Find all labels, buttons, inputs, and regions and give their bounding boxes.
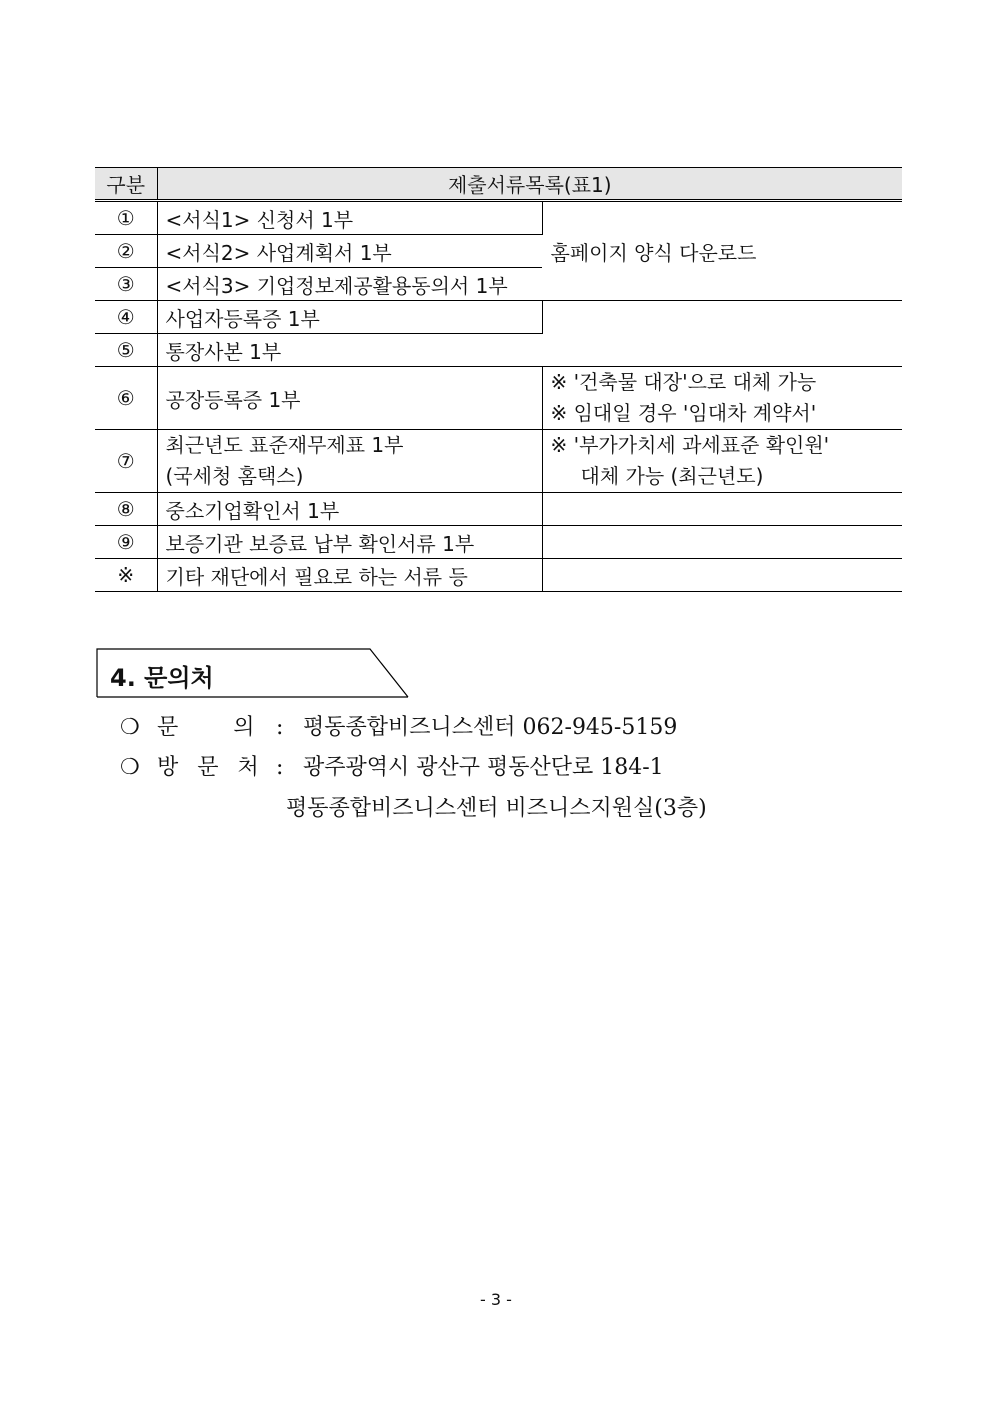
row-number: ⑨ <box>95 526 157 559</box>
section-title: 4. 문의처 <box>110 664 214 692</box>
table-row <box>95 201 902 235</box>
row-number: ⑥ <box>95 367 157 430</box>
visit-value: 광주광역시 광산구 평동산단로 184-1 <box>303 755 664 780</box>
visit-value-line2: 평동종합비즈니스센터 비즈니스지원실(3층) <box>286 796 707 821</box>
inquiry-label: 문 의 <box>157 715 255 740</box>
table-row <box>95 559 902 592</box>
note-line: 대체 가능 (최근년도) <box>580 464 764 488</box>
note-line: ※ '부가가치세 과세표준 확인원' <box>550 433 830 457</box>
document-name: 중소기업확인서 1부 <box>157 493 542 526</box>
table-header-row <box>95 168 902 201</box>
row-number: ④ <box>95 301 157 334</box>
empty-note-cell <box>542 559 902 592</box>
colon: : <box>276 755 284 780</box>
section-header <box>96 648 409 698</box>
table-row <box>95 367 902 430</box>
document-name: <서식2> 사업계획서 1부 <box>157 235 542 268</box>
note-line: ※ 임대일 경우 '임대차 계약서' <box>550 401 817 425</box>
visit-label: 방 문 처 <box>157 755 259 780</box>
document-name: 공장등록증 1부 <box>157 367 542 430</box>
note-cell <box>542 367 902 430</box>
empty-note-cell <box>542 493 902 526</box>
header-documents: 제출서류목록(표1) <box>157 168 902 201</box>
row-number: ⑦ <box>95 430 157 493</box>
row-number: ⑤ <box>95 334 157 367</box>
note-line: ※ '건축물 대장'으로 대체 가능 <box>550 370 817 394</box>
contact-inquiry <box>120 710 677 741</box>
bullet-icon: ❍ <box>120 715 140 740</box>
submission-documents-table <box>95 167 902 592</box>
page-number: - 3 - <box>480 1290 512 1309</box>
document-name: <서식3> 기업정보제공활용동의서 1부 <box>157 268 542 301</box>
document-name: 사업자등록증 1부 <box>157 301 542 334</box>
document-name <box>157 430 542 493</box>
row-number: ③ <box>95 268 157 301</box>
header-category: 구분 <box>95 168 157 201</box>
table-row <box>95 301 902 334</box>
note-cell <box>542 430 902 493</box>
row-number: ⑧ <box>95 493 157 526</box>
colon: : <box>276 715 284 740</box>
document-name: 통장사본 1부 <box>157 334 542 367</box>
download-note: 홈페이지 양식 다운로드 <box>542 201 902 301</box>
contact-visit <box>120 750 664 781</box>
row-number: ② <box>95 235 157 268</box>
row-number: ① <box>95 201 157 235</box>
row-number: ※ <box>95 559 157 592</box>
table-row <box>95 493 902 526</box>
document-name: 기타 재단에서 필요로 하는 서류 등 <box>157 559 542 592</box>
empty-note-cell <box>542 526 902 559</box>
document-line: 최근년도 표준재무제표 1부 <box>165 433 404 457</box>
document-line: (국세청 홈택스) <box>165 464 304 488</box>
inquiry-value: 평동종합비즈니스센터 062-945-5159 <box>303 715 678 740</box>
document-name: 보증기관 보증료 납부 확인서류 1부 <box>157 526 542 559</box>
bullet-icon: ❍ <box>120 755 140 780</box>
document-name: <서식1> 신청서 1부 <box>157 201 542 235</box>
table-row <box>95 526 902 559</box>
empty-note-cell <box>542 301 902 367</box>
table-row <box>95 430 902 493</box>
